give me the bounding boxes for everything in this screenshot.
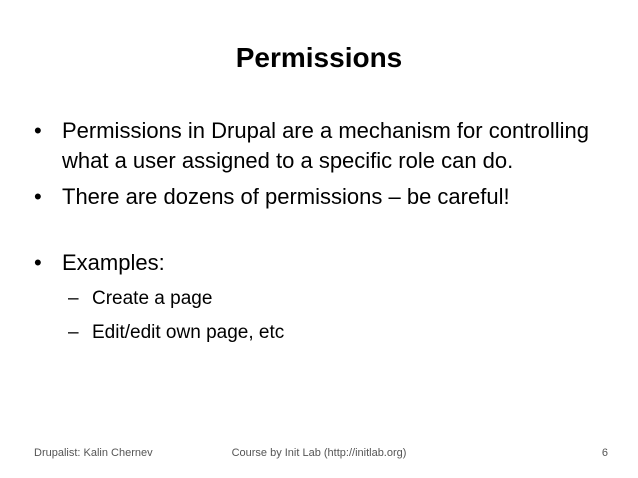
- bullet-list: [30, 116, 610, 346]
- sub-bullet-item: [30, 286, 610, 312]
- slide-title: Permissions: [235, 42, 403, 73]
- sub-bullet-marker: –: [68, 322, 79, 343]
- bullet-text: There are dozens of permissions – be careful!: [62, 184, 510, 209]
- bullet-marker: •: [34, 250, 42, 275]
- sub-bullet-text: Create a page: [92, 288, 213, 309]
- footer-course: Course by Init Lab (http://initlab.org): [231, 447, 407, 459]
- footer-author: Drupalist: Kalin Chernev: [34, 447, 153, 459]
- page-number: 6: [601, 447, 608, 459]
- sub-bullet-marker: –: [68, 288, 79, 309]
- sub-bullet-item: [30, 320, 610, 346]
- bullet-marker: •: [34, 118, 42, 143]
- bullet-text: Permissions in Drupal are a mechanism for controlling what a user assigned to a specific role can do.: [62, 118, 589, 173]
- bullet-text: Examples:: [62, 250, 165, 275]
- bullet-item: [30, 116, 610, 176]
- sub-bullet-text: Edit/edit own page, etc: [92, 322, 285, 343]
- bullet-item: [30, 182, 610, 212]
- bullet-item: [30, 248, 610, 278]
- bullet-marker: •: [34, 184, 42, 209]
